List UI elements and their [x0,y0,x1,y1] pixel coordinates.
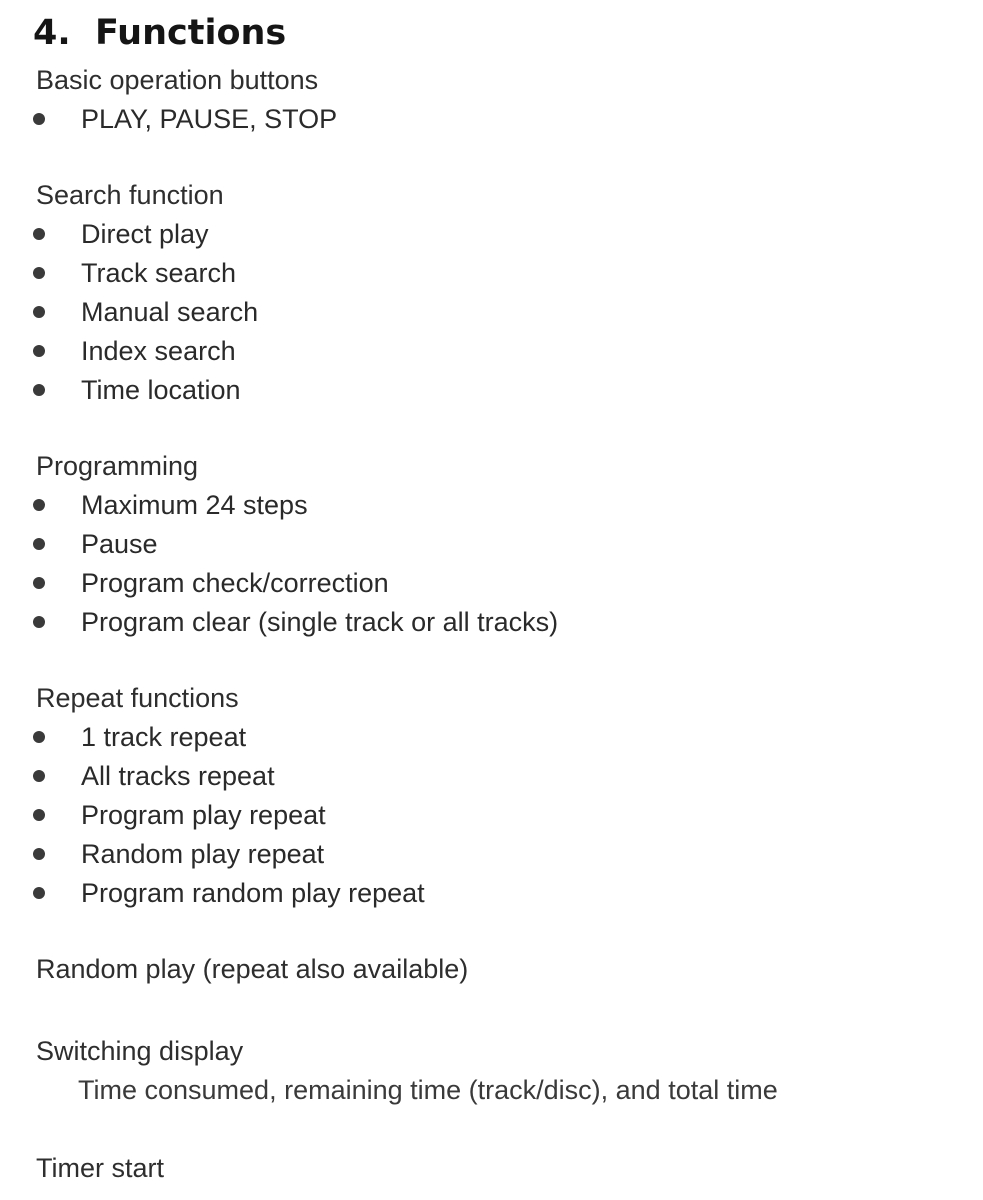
section-title: Basic operation buttons [36,65,319,95]
list-item [0,486,900,525]
list-item-text: Maximum 24 steps [81,490,308,520]
bullet-icon [33,770,45,782]
list-item [0,100,900,139]
bullet-icon [33,809,45,821]
bullet-list [0,718,900,913]
list-item-text: Index search [81,336,236,366]
bullet-icon [33,616,45,628]
bullet-icon [33,538,45,550]
bullet-list [0,100,900,139]
section-description: Time consumed, remaining time (track/disc), and total time [78,1075,778,1105]
bullet-icon [33,306,45,318]
list-item-text: Program random play repeat [81,878,425,908]
list-item-text: Random play repeat [81,839,325,869]
section-title: Timer start [36,1153,164,1183]
list-item [0,874,900,913]
list-item [0,757,900,796]
list-item [0,718,900,757]
list-item-text: Time location [81,375,241,405]
list-item-text: Manual search [81,297,259,327]
bullet-icon [33,499,45,511]
list-item-text: Pause [81,529,158,559]
list-item [0,796,900,835]
list-item [0,603,900,642]
bullet-list [0,486,900,642]
bullet-icon [33,731,45,743]
list-item-text: Track search [81,258,237,288]
page-heading [33,6,286,60]
section-title: Search function [36,180,224,210]
list-item-text: Program check/correction [81,568,389,598]
section-title: Programming [36,451,199,481]
list-item [0,371,900,410]
list-item [0,215,900,254]
list-item-text: Direct play [81,219,209,249]
list-item-text: 1 track repeat [81,722,247,752]
bullet-icon [33,384,45,396]
list-item-text: Program clear (single track or all tracks) [81,607,559,637]
list-item-text: PLAY, PAUSE, STOP [81,104,338,134]
list-item [0,293,900,332]
bullet-icon [33,113,45,125]
bullet-icon [33,267,45,279]
list-item-text: All tracks repeat [81,761,275,791]
list-item-text: Program play repeat [81,800,326,830]
list-item [0,525,900,564]
bullet-icon [33,577,45,589]
list-item [0,835,900,874]
bullet-icon [33,848,45,860]
heading-title: Functions [95,13,287,53]
list-item [0,254,900,293]
section-title: Switching display [36,1036,244,1066]
section-title: Random play (repeat also available) [36,954,469,984]
bullet-icon [33,345,45,357]
bullet-icon [33,228,45,240]
bullet-list [0,215,900,410]
section-title: Repeat functions [36,683,239,713]
list-item [0,332,900,371]
bullet-icon [33,887,45,899]
heading-number: 4. [33,13,71,53]
list-item [0,564,900,603]
